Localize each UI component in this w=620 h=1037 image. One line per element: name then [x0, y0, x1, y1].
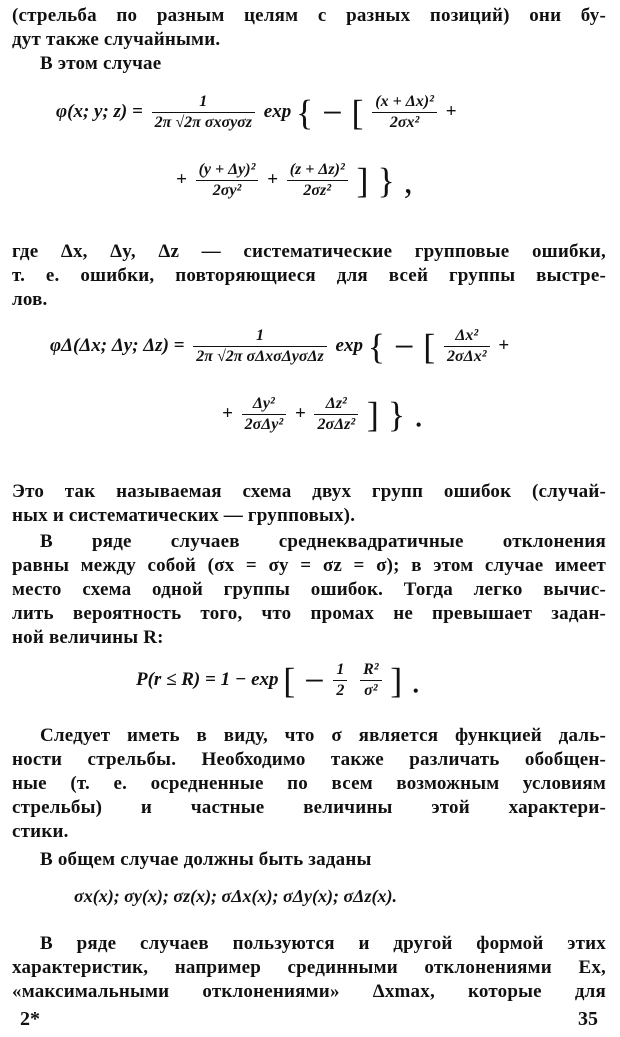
text-line: (стрельба по разным целям с разных позиций) они бу- — [12, 5, 606, 26]
fraction-denominator: 2 — [336, 682, 345, 699]
text-line: ные (т. е. осредненные по всем возможным условиям — [12, 773, 606, 794]
fraction-numerator: Δz² — [314, 394, 358, 415]
formula-lhs: φΔ(Δx; Δy; Δz) = — [50, 334, 185, 356]
text-line: стрельбы) и частные величины этой характери- — [12, 797, 606, 818]
fraction-denominator: 2σz² — [303, 182, 332, 199]
formula-phi: φ(x; y; z) = $\frac{1}{\text{2π √2π σxσyσz}}$ exp { − [ $\frac{\text{(x + Δx)²}}{\text{2σx²}}$ + — [56, 92, 457, 133]
fraction-denominator: 2σx² — [389, 114, 420, 131]
formula-fraction — [372, 92, 437, 133]
text-line: место схема одной группы ошибок. Тогда легко вычис- — [12, 579, 606, 600]
formula-fraction — [196, 160, 259, 201]
text-line: ности стрельбы. Необходимо также различать обобщен- — [12, 749, 606, 770]
formula-probability: P(r ≤ R) = 1 − exp [ − $\frac{1}{2}$ $\frac{\text{R²}}{\text{σ²}}$ ] . — [136, 660, 421, 701]
formula-sigma-list: σx(x); σy(x); σz(x); σΔx(x); σΔy(x); σΔz(x). — [74, 886, 397, 906]
formula-fraction — [287, 160, 348, 201]
text-line: В общем случае должны быть заданы — [40, 849, 372, 870]
formula-lhs: φ(x; y; z) = — [56, 100, 143, 122]
fraction-denominator: 2σΔz² — [317, 416, 356, 433]
text-line: дут также случайными. — [12, 29, 221, 50]
formula-fraction — [193, 326, 327, 367]
fraction-numerator: (y + Δy)² — [196, 160, 259, 181]
fraction-numerator: Δx² — [444, 326, 489, 347]
formula-lhs: P(r ≤ R) = 1 − exp — [136, 668, 279, 690]
formula-fraction — [360, 660, 381, 701]
fraction-numerator: 1 — [193, 326, 327, 347]
formula-phi-continued: + $\frac{\text{(y + Δy)²}}{\text{2σy²}}$ + $\frac{\text{(z + Δz)²}}{\text{2σz²}}$ ] } , — [176, 160, 413, 201]
text-line: В этом случае — [40, 53, 162, 74]
text-line: Это так называемая схема двух групп ошибок (случай- — [12, 481, 606, 502]
formula-phi-delta-continued: + $\frac{\text{Δy²}}{\text{2σΔy²}}$ + $\frac{\text{Δz²}}{\text{2σΔz²}}$ ] } . — [222, 394, 424, 435]
fraction-numerator: (z + Δz)² — [287, 160, 348, 181]
text-line: лить вероятность того, что промах не превышает задан- — [12, 603, 606, 624]
fraction-numerator: (x + Δx)² — [372, 92, 437, 113]
fraction-numerator: Δy² — [242, 394, 287, 415]
fraction-numerator: R² — [360, 660, 381, 681]
formula-fraction — [444, 326, 489, 367]
formula-fraction — [242, 394, 287, 435]
text-line: ных и систематических — групповых). — [12, 505, 356, 526]
text-line: «максимальными отклонениями» Δxmax, которые для — [12, 981, 606, 1002]
fraction-denominator: σ² — [364, 682, 378, 699]
fraction-denominator: 2σΔy² — [244, 416, 284, 433]
text-line: характеристик, например срединными отклонениями Ex, — [12, 957, 606, 978]
exp-label: exp — [335, 334, 363, 356]
exp-label: exp — [263, 100, 292, 122]
text-line: стики. — [12, 821, 69, 842]
formula-fraction — [333, 660, 347, 701]
text-line: равны между собой (σx = σy = σz = σ); в этом случае имеет — [12, 555, 606, 576]
text-line: где Δx, Δy, Δz — систематические групповые ошибки, — [12, 241, 606, 262]
fraction-denominator: 2σy² — [212, 182, 242, 199]
text-line: В ряде случаев пользуются и другой формой этих — [40, 933, 606, 954]
signature-mark: 2* — [20, 1008, 40, 1030]
text-line: т. е. ошибки, повторяющиеся для всей группы выстре- — [12, 265, 606, 286]
fraction-denominator: 2σΔx² — [447, 348, 487, 365]
page-number: 35 — [578, 1008, 598, 1030]
formula-phi-delta: φΔ(Δx; Δy; Δz) = $\frac{1}{\text{2π √2π σΔxσΔyσΔz}}$ exp { − [ $\frac{\text{Δx²}}{\text{2σΔx²}}$ + — [50, 326, 510, 367]
text-line: В ряде случаев среднеквадратичные отклонения — [40, 531, 606, 552]
fraction-denominator: 2π √2π σΔxσΔyσΔz — [196, 348, 324, 365]
formula-fraction — [152, 92, 255, 133]
fraction-numerator: 1 — [333, 660, 347, 681]
text-line: лов. — [12, 289, 48, 310]
text-line: Следует иметь в виду, что σ является функцией даль- — [40, 725, 606, 746]
fraction-numerator: 1 — [152, 92, 255, 113]
fraction-denominator: 2π √2π σxσyσz — [154, 114, 253, 131]
text-line: ной величины R: — [12, 627, 164, 648]
formula-fraction — [314, 394, 358, 435]
